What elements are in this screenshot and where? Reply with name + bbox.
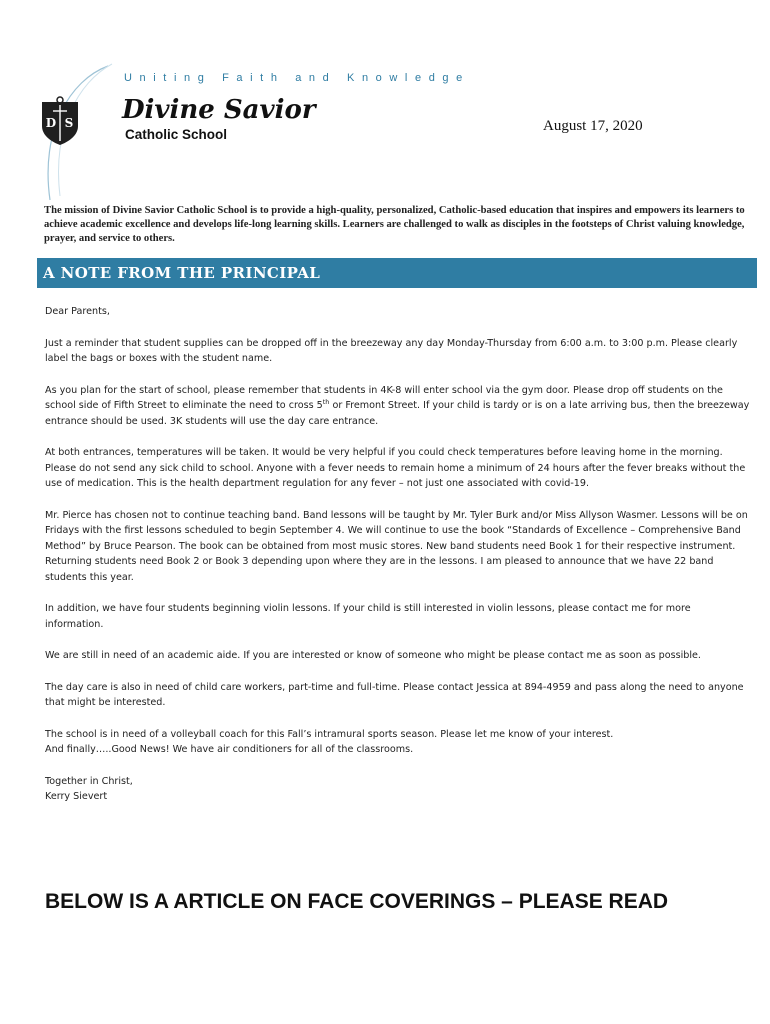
letter-paragraph: At both entrances, temperatures will be taken. It would be very helpful if you could check temperatures before leaving home in the morning. Please do not send any sick child to school. Anyone with a fever needs to remain home a minimum of 24 hours after the fever breaks without the use of medication. This is the health department regulation for any fever – not just one associated with covid-19.: [45, 447, 746, 489]
ordinal-suffix: th: [322, 397, 330, 406]
letter-paragraph: We are still in need of an academic aide. If you are interested or know of someone who might be please contact me as soon as possible.: [45, 650, 701, 661]
section-banner: A NOTE FROM THE PRINCIPAL: [37, 258, 757, 288]
letter-paragraph: And finally…..Good News! We have air conditioners for all of the classrooms.: [45, 744, 414, 755]
letter-closing: Together in Christ,: [45, 775, 133, 787]
paragraph-text: As you plan for the start of school, please remember that students in 4K-8 will enter school via the gym door. Please drop off students on the school side of Fifth Street to eliminate the need to cross 5: [45, 384, 723, 411]
article-heading: BELOW IS A ARTICLE ON FACE COVERINGS – PLEASE READ: [45, 890, 669, 913]
letter-date: August 17, 2020: [543, 118, 643, 134]
letter-paragraph: The day care is also in need of child care workers, part-time and full-time. Please contact Jessica at 894-4959 and pass along the need to anyone that might be interested.: [45, 681, 744, 708]
crest-letter-s: S: [64, 116, 74, 130]
letter-signature: Kerry Sievert: [45, 791, 108, 802]
letter-paragraph: [45, 383, 751, 430]
letter-paragraph: The school is in need of a volleyball coach for this Fall’s intramural sports season. Please let me know of your interest.: [45, 728, 614, 740]
letter-paragraph: Mr. Pierce has chosen not to continue teaching band. Band lessons will be taught by Mr. Tyler Burk and/or Miss Allyson Wasmer. Lessons will be on Fridays with the first lessons scheduled to begin September 4. We will continue to use the book “Standards of Excellence – Comprehensive Band Method” by Bruce Pearson. The book can be obtained from most music stores. New band students need Book 1 for their respective instrument. Returning students need Book 2 or Book 3 depending upon where they are in the lessons. I am pleased to announce that we have 22 band students this year.: [45, 509, 748, 583]
school-name: Divine Savior: [122, 95, 316, 125]
crest-letter-d: D: [45, 116, 57, 130]
letter-paragraph: Just a reminder that student supplies can be dropped off in the breezeway any day Monday-Thursday from 6:00 a.m. to 3:00 p.m. Please clearly label the bags or boxes with the student name.: [45, 337, 738, 364]
school-tagline: Uniting Faith and Knowledge: [124, 72, 470, 84]
paragraph-text: or Fremont Street. If your child is tardy or is on a late arriving bus, then the breezeway entrance should be used. 3K students will use the day care entrance.: [45, 400, 750, 427]
mission-statement: The mission of Divine Savior Catholic School is to provide a high-quality, personalized, Catholic-based education that inspires and empowers its learners to achieve academic excellence and develops life-long learning skills. Learners are challenged to walk as disciples in the footsteps of Christ valuing knowledge, prayer, and service to others.: [44, 205, 745, 244]
letter-paragraph: In addition, we have four students beginning violin lessons. If your child is still interested in violin lessons, please contact me for more information.: [45, 603, 691, 630]
school-crest-icon: [40, 96, 80, 146]
principal-letter: [45, 304, 751, 805]
school-subtitle: Catholic School: [125, 127, 228, 142]
letter-greeting: Dear Parents,: [45, 306, 110, 317]
